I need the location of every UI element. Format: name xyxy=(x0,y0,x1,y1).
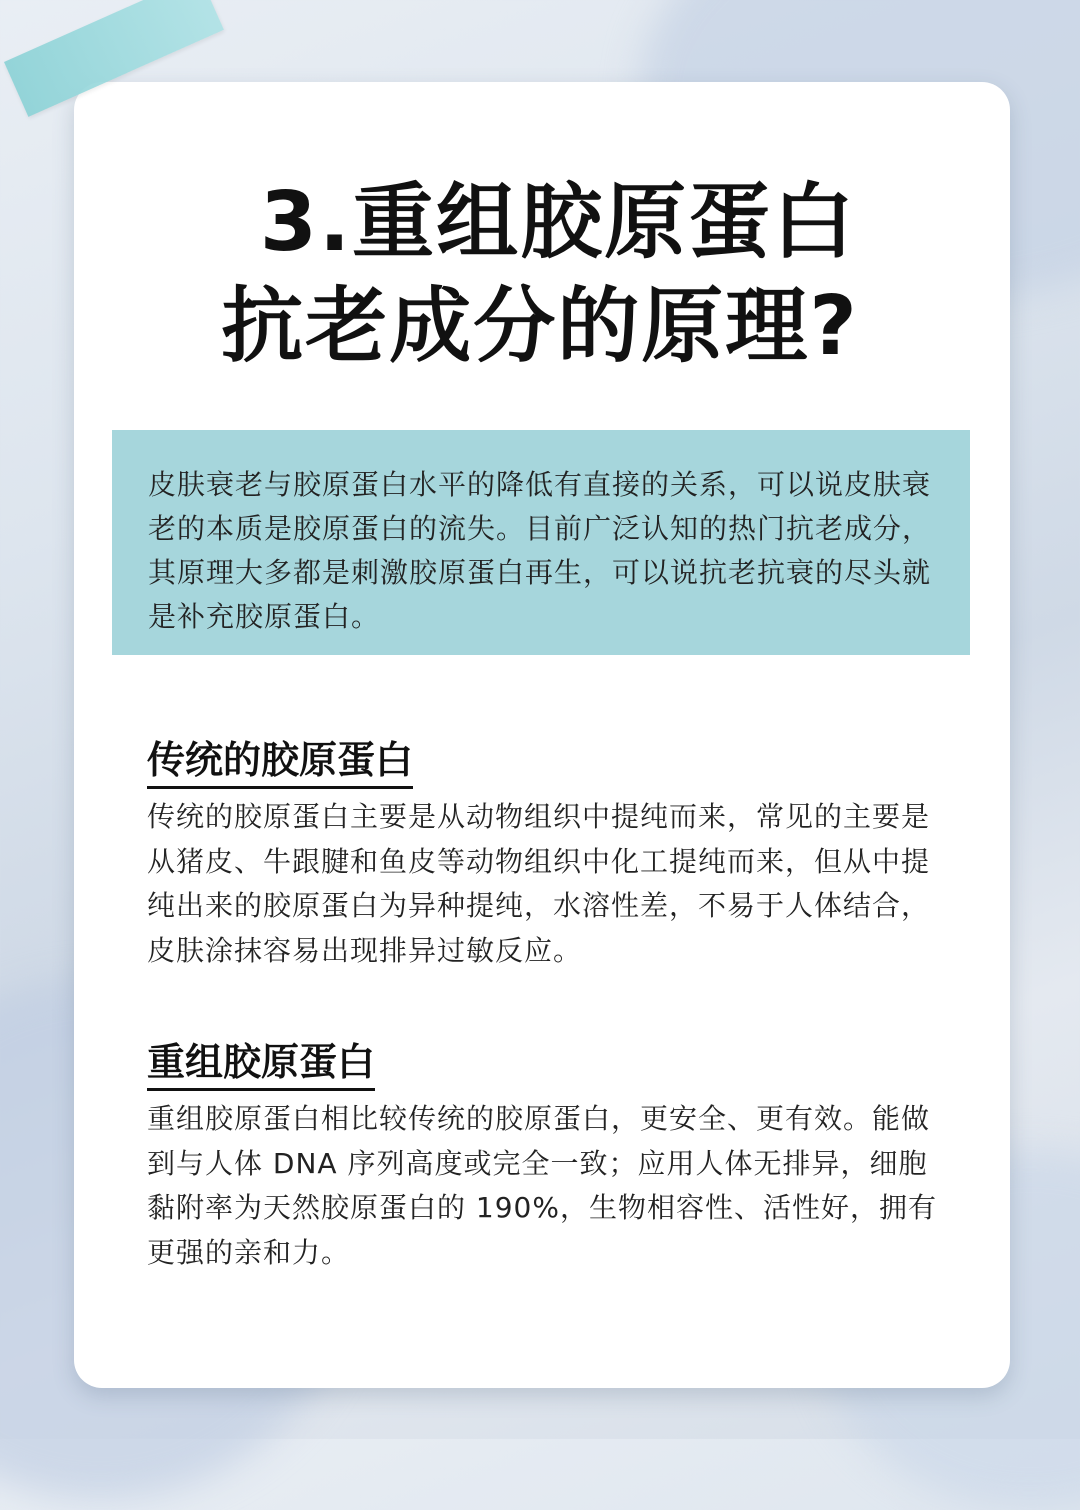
title-line-2: 抗老成分的原理? xyxy=(221,279,859,375)
page-title xyxy=(0,171,1080,379)
section-traditional-collagen xyxy=(147,734,947,973)
intro-highlight-box xyxy=(112,430,970,655)
section-heading: 传统的胶原蛋白 xyxy=(147,734,413,789)
section-recombinant-collagen xyxy=(147,1036,947,1275)
section-heading: 重组胶原蛋白 xyxy=(147,1036,375,1091)
title-line-1: 3.重组胶原蛋白 xyxy=(259,175,857,271)
section-body: 重组胶原蛋白相比较传统的胶原蛋白，更安全、更有效。能做到与人体 DNA 序列高度或完全一致；应用人体无排异，细胞黏附率为天然胶原蛋白的 190%，生物相容性、活性好，拥有更强的亲和力。 xyxy=(147,1102,937,1269)
section-body: 传统的胶原蛋白主要是从动物组织中提纯而来，常见的主要是从猪皮、牛跟腱和鱼皮等动物组织中化工提纯而来，但从中提纯出来的胶原蛋白为异种提纯，水溶性差，不易于人体结合，皮肤涂抹容易出现排异过敏反应。 xyxy=(147,800,931,967)
intro-text: 皮肤衰老与胶原蛋白水平的降低有直接的关系，可以说皮肤衰老的本质是胶原蛋白的流失。目前广泛认知的热门抗老成分，其原理大多都是刺激胶原蛋白再生，可以说抗老抗衰的尽头就是补充胶原蛋白。 xyxy=(148,468,932,633)
